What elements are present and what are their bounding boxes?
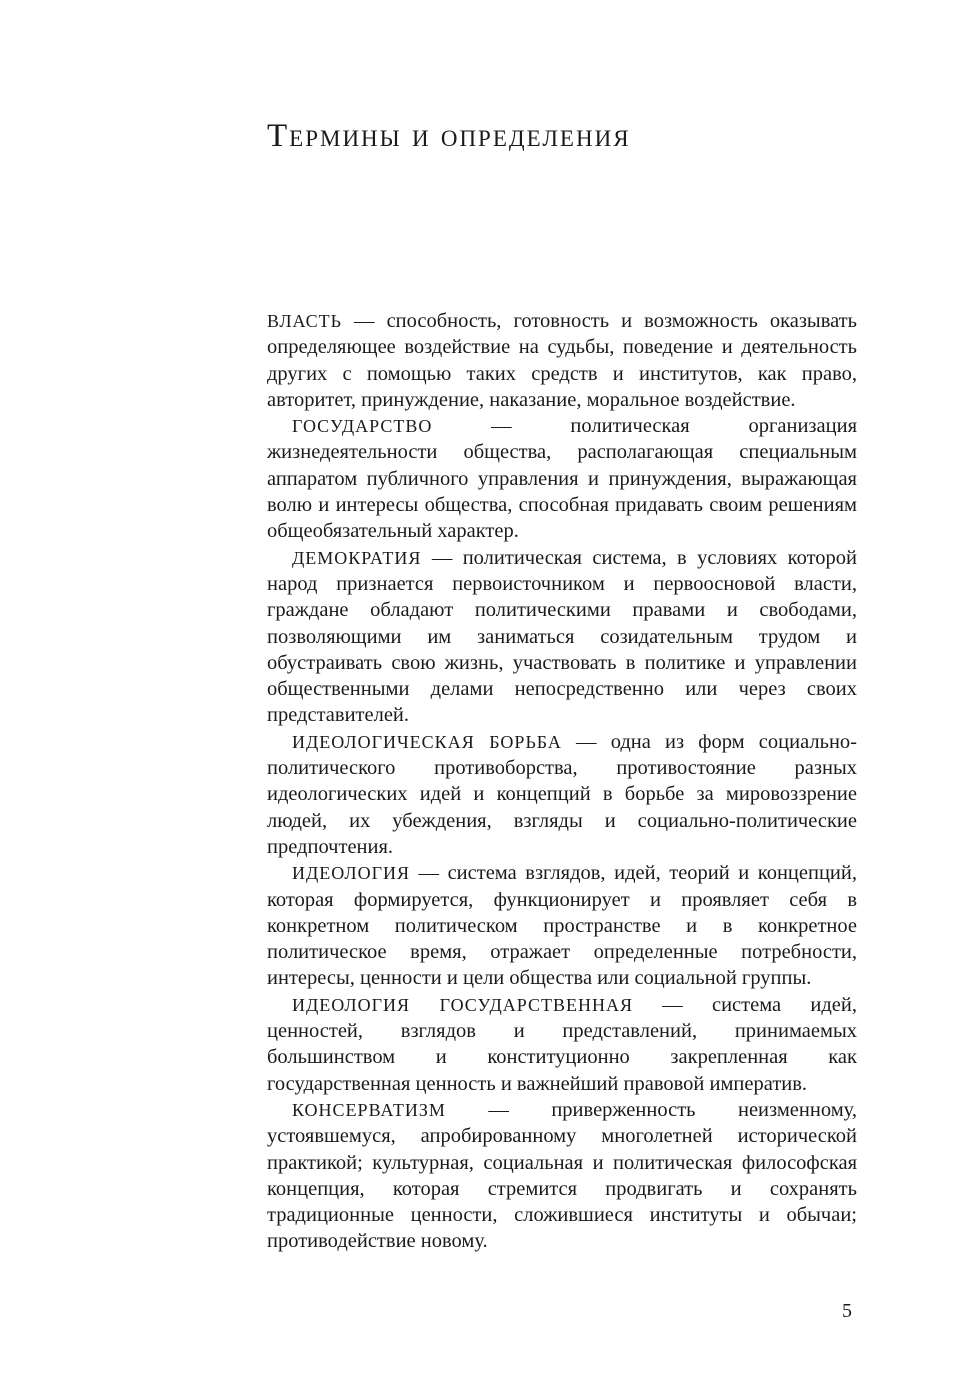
term: КОНСЕРВАТИЗМ [292,1099,446,1120]
definition-entry [267,413,857,544]
page-title: Термины и определения [267,118,631,154]
definition-text: — приверженность неизменному, устоявшемуся, апробированному многолетней исторической практикой; культурная, социальная и политическая философская концепция, которая стремится продвигать и сохранять традиционные ценности, сложившиеся институты и обычаи; противодействие новому. [267,1098,857,1253]
definition-entry [267,860,857,991]
definition-entry [267,729,857,860]
definition-entry [267,308,857,413]
term: ВЛАСТЬ [267,311,342,331]
term: ДЕМОКРАТИЯ [292,547,422,568]
definition-text: — способность, готовность и возможность оказывать определяющее воздействие на судьбы, поведение и деятельность других с помощью таких средств и институтов, как право, авторитет, принуждение, наказание, моральное воздействие. [267,310,857,411]
definition-entry [267,545,857,729]
definition-text: — система взглядов, идей, теорий и концепций, которая формируется, функционирует и проявляет себя в конкретном политическом пространстве и в конкретное политическое время, отражает определенные потребности, интересы, ценности и цели общества или социальной группы. [267,862,857,990]
definition-text: — одна из форм социально-политического противоборства, противостояние разных идеологических идей и концепций в борьбе за мировоззрение людей, их убеждения, взгляды и социально-политические предпочтения. [267,730,858,858]
definitions-list [267,308,857,1255]
term: ИДЕОЛОГИЯ [292,863,410,884]
definition-text: — политическая организация жизнедеятельности общества, располагающая специальным аппаратом публичного управления и принуждения, выражающая волю и интересы общества, способная придавать своим решениям общеобязательный характер. [267,415,857,543]
term: ГОСУДАРСТВО [292,416,433,437]
definition-text: — политическая система, в условиях которой народ признается первоисточником и первоосновой власти, граждане обладают политическими правами и свободами, позволяющими им заниматься созидательным трудом и обустраивать свою жизнь, участвовать в политике и управлении общественными делами непосредственно или через своих представителей. [267,546,857,727]
definition-entry [267,1097,857,1255]
definition-text: — система идей, ценностей, взглядов и представлений, принимаемых большинством и конституционно закрепленная как государственная ценность и важнейший правовой императив. [267,993,857,1095]
page-number: 5 [842,1300,852,1322]
term: ИДЕОЛОГИЧЕСКАЯ БОРЬБА [292,731,562,752]
definition-entry [267,992,857,1097]
term: ИДЕОЛОГИЯ ГОСУДАРСТВЕННАЯ [292,994,633,1015]
